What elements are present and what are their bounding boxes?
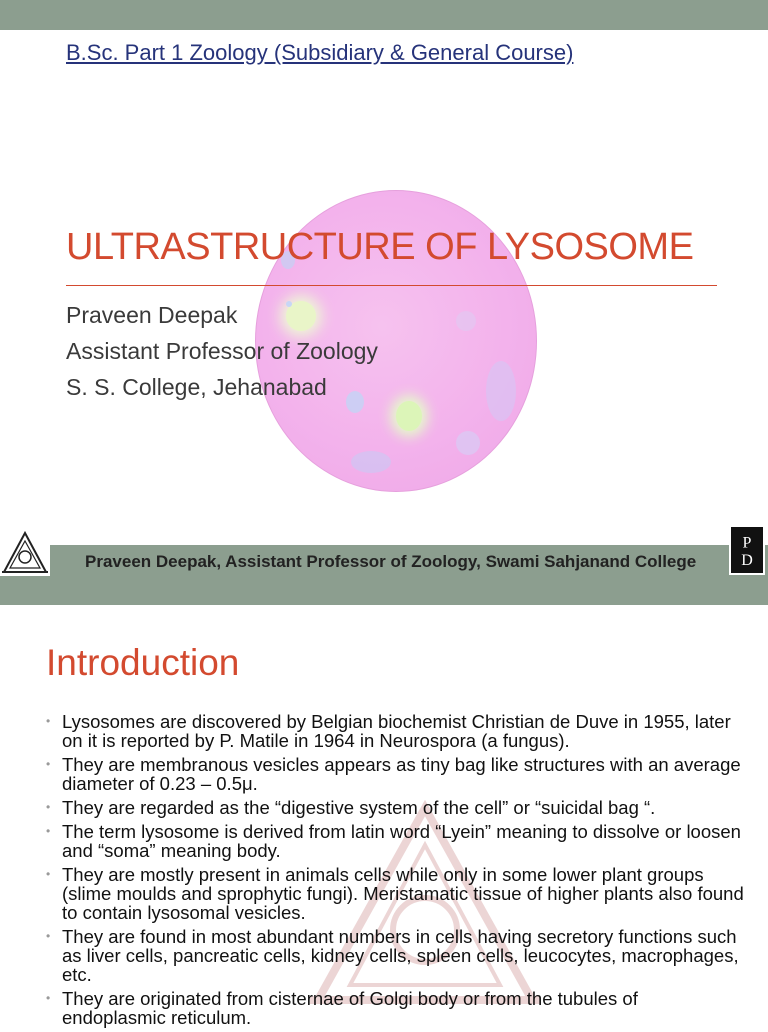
bullet-icon: • (46, 991, 51, 1005)
college-logo-icon (0, 530, 50, 576)
course-title: B.Sc. Part 1 Zoology (Subsidiary & General Course) (66, 40, 574, 65)
bullet-icon: • (46, 824, 51, 838)
svg-text:D: D (741, 552, 753, 570)
title-divider (66, 285, 717, 286)
svg-text:P: P (742, 534, 752, 552)
list-item: • They are mostly present in animals cells while only in some lower plant groups (slime moulds and sprophytic fungi). Meristamatic tissue of higher plants also found to contain lysosomal vesicles. (46, 864, 744, 923)
bullet-icon: • (46, 757, 51, 771)
bullet-icon: • (46, 929, 51, 943)
section-heading: Introduction (46, 642, 240, 683)
author-designation: Assistant Professor of Zoology (66, 338, 378, 364)
bullet-icon: • (46, 867, 51, 881)
bullet-list (46, 712, 746, 1032)
slide-title: ULTRASTRUCTURE OF LYSOSOME (66, 226, 694, 268)
footer-text: Praveen Deepak, Assistant Professor of Zoology, Swami Sahjanand College (85, 552, 697, 571)
list-item: • Lysosomes are discovered by Belgian biochemist Christian de Duve in 1955, later on it is reported by P. Matile in 1964 in Neurospora (a fungus). (46, 711, 731, 751)
list-item: • They are membranous vesicles appears as tiny bag like structures with an average diameter of 0.23 – 0.5μ. (46, 754, 741, 794)
top-band (0, 0, 768, 30)
list-item: • The term lysosome is derived from latin word “Lyein” meaning to dissolve or loosen and “soma” meaning body. (46, 821, 741, 861)
list-item: • They are originated from cisternae of Golgi body or from the tubules of endoplasmic reticulum. (46, 988, 638, 1028)
author-name: Praveen Deepak (66, 302, 238, 328)
pd-logo-icon (729, 525, 765, 575)
list-item: • They are found in most abundant numbers in cells having secretory functions such as liver cells, pancreatic cells, kidney cells, spleen cells, leucocytes, macrophages, etc. (46, 926, 739, 985)
bullet-icon: • (46, 714, 51, 728)
bullet-icon: • (46, 800, 51, 814)
author-college: S. S. College, Jehanabad (66, 374, 327, 400)
list-item: • They are regarded as the “digestive system of the cell” or “suicidal bag “. (46, 797, 656, 818)
